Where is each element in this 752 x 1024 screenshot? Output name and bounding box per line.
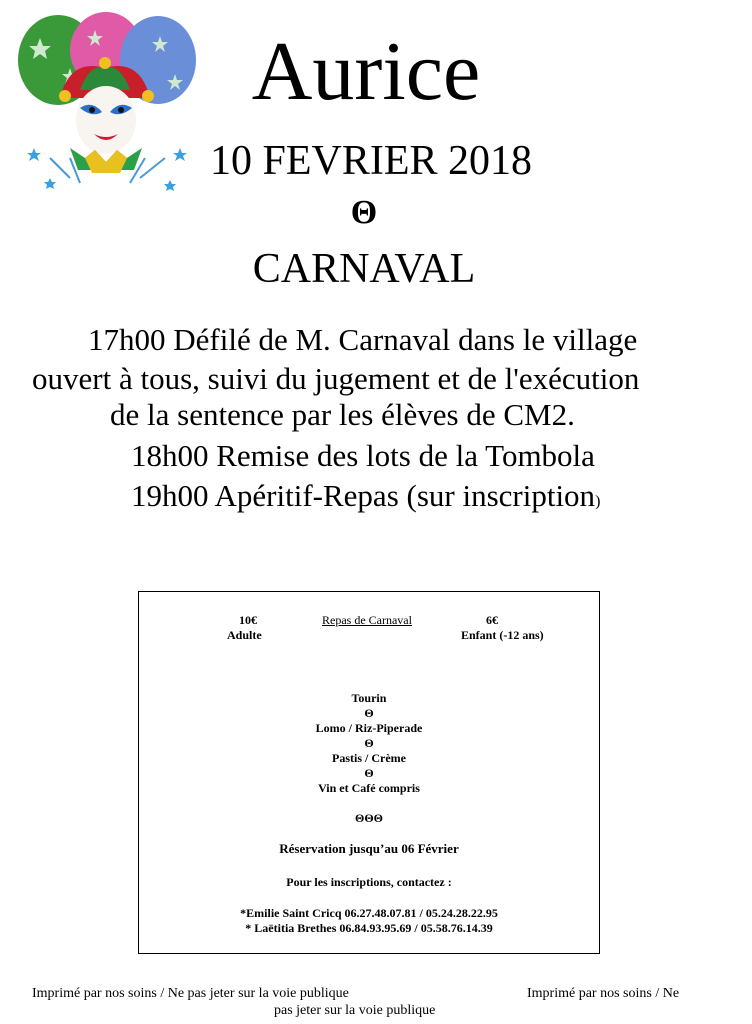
course-separator-1: Θ bbox=[364, 706, 374, 720]
contact-intro: Pour les inscriptions, contactez : bbox=[286, 875, 452, 889]
footer-right-line-1: Imprimé par nos soins / Ne bbox=[527, 986, 680, 1001]
page-title: Aurice bbox=[251, 25, 481, 118]
child-price: 6€ bbox=[486, 613, 498, 627]
program-line-4: 18h00 Remise des lots de la Tombola bbox=[131, 438, 595, 473]
program-line-5 bbox=[131, 480, 752, 511]
course-1: Tourin bbox=[351, 691, 387, 705]
separator-theta: Θ bbox=[350, 194, 378, 231]
program-line-2: ouvert à tous, suivi du jugement et de l'exécution bbox=[32, 361, 640, 396]
course-3: Pastis / Crème bbox=[332, 751, 406, 765]
course-4: Vin et Café compris bbox=[318, 781, 420, 795]
course-2: Lomo / Riz-Piperade bbox=[315, 721, 423, 735]
contact-2: * Laëtitia Brethes 06.84.93.95.69 / 05.58.76.14.39 bbox=[245, 921, 493, 935]
menu-title: Repas de Carnaval bbox=[322, 613, 412, 627]
program-line-3: de la sentence par les élèves de CM2. bbox=[110, 397, 575, 432]
program-line-5-paren: ) bbox=[595, 493, 601, 510]
footer-left-line-1: Imprimé par nos soins / Ne pas jeter sur la voie publique bbox=[32, 986, 349, 1001]
triple-separator: ΘΘΘ bbox=[354, 811, 383, 825]
program-line-5-text: 19h00 Apéritif-Repas (sur inscription bbox=[131, 478, 596, 513]
menu-box bbox=[138, 591, 600, 954]
child-label: Enfant (-12 ans) bbox=[461, 628, 544, 642]
contact-1: *Emilie Saint Cricq 06.27.48.07.81 / 05.24.28.22.95 bbox=[240, 906, 498, 920]
adult-label: Adulte bbox=[227, 628, 262, 642]
footer-left-line-2: pas jeter sur la voie publique bbox=[274, 1003, 436, 1018]
course-separator-3: Θ bbox=[364, 766, 374, 780]
course-separator-2: Θ bbox=[364, 736, 374, 750]
event-name: CARNAVAL bbox=[252, 246, 476, 292]
reservation-deadline: Réservation jusqu’au 06 Février bbox=[279, 841, 459, 856]
event-date: 10 FEVRIER 2018 bbox=[209, 138, 532, 184]
adult-price: 10€ bbox=[239, 613, 257, 627]
program-line-1: 17h00 Défilé de M. Carnaval dans le village bbox=[88, 322, 638, 357]
